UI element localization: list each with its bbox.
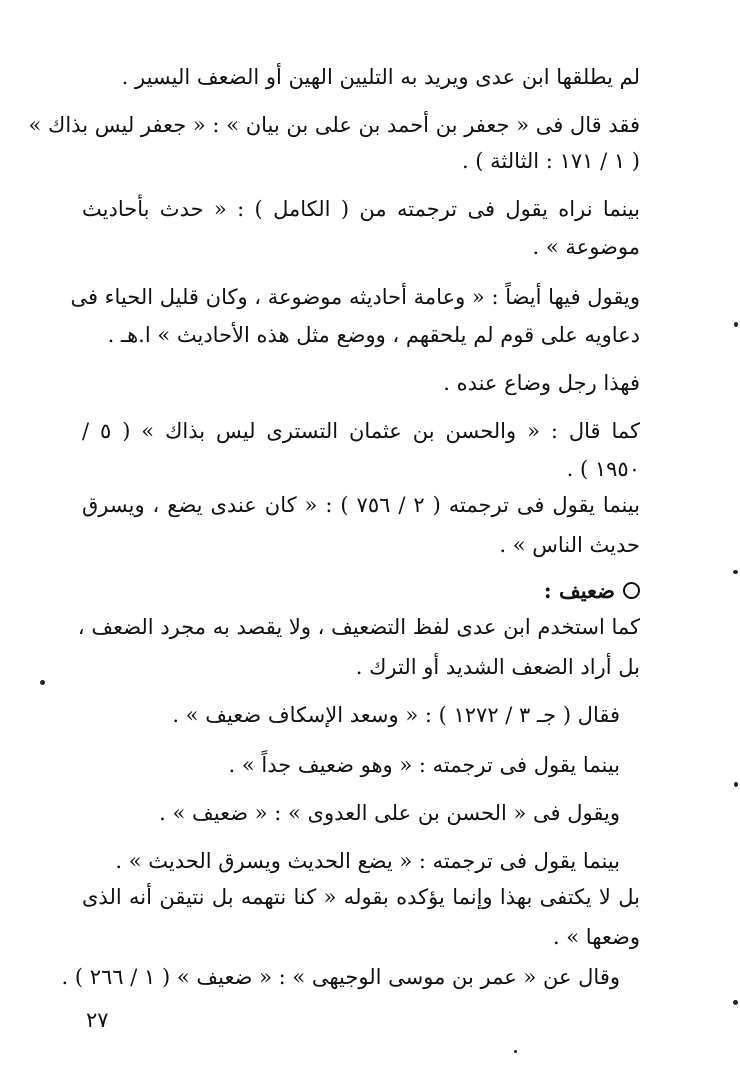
text-line-22: وقال عن « عمر بن موسى الوجيهى » : « ضعيف » ( ١ / ٢٦٦ ) . — [61, 965, 620, 989]
text-line-3: ( ١ / ١٧١ : الثالثة ) . — [461, 149, 640, 173]
scan-speck — [40, 680, 45, 685]
text-line-21: وضعها » . — [552, 925, 640, 949]
scan-speck — [734, 322, 738, 327]
text-line-12: حديث الناس » . — [499, 533, 640, 557]
page-number: ٢٧ — [86, 1008, 109, 1032]
scan-speck — [514, 1050, 517, 1053]
text-line-18: ويقول فى « الحسن بن على العدوى » : « ضعيف » . — [159, 801, 620, 825]
text-line-11: بينما يقول فى ترجمته ( ٢ / ٧٥٦ ) : « كان عندى يضع ، ويسرق — [82, 493, 640, 517]
text-line-6: ويقول فيها أيضاً : « وعامة أحاديثه موضوعة ، وكان قليل الحياء فى — [70, 285, 640, 309]
text-line-9: كما قال : « والحسن بن عثمان التسترى ليس بذاك » ( ٥ / — [82, 419, 640, 443]
text-line-17: بينما يقول فى ترجمته : « وهو ضعيف جداً » . — [228, 753, 620, 777]
text-line-20: بل لا يكتفى بهذا وإنما يؤكده بقوله « كنا نتهمه بل نتيقن أنه الذى — [82, 885, 640, 909]
text-line-5: موضوعة » . — [532, 235, 640, 259]
text-line-4: بينما نراه يقول فى ترجمته من ( الكامل ) : « حدث بأحاديث — [82, 197, 640, 221]
text-line-7: دعاويه على قوم لم يلحقهم ، ووضع مثل هذه الأحاديث » ا.هـ . — [107, 323, 640, 347]
text-line-10: ١٩٥٠ ) . — [566, 457, 640, 481]
scan-speck — [733, 570, 738, 574]
section-heading-text: ضعيف : — [543, 578, 615, 603]
circle-bullet-icon — [623, 582, 640, 599]
text-line-1: لم يطلقها ابن عدى ويريد به التليين الهين أو الضعف اليسير . — [121, 65, 640, 89]
scan-speck — [733, 1000, 738, 1005]
text-line-16: فقال ( جـ ٣ / ١٢٧٢ ) : « وسعد الإسكاف ضعيف » . — [172, 703, 620, 727]
text-line-14: كما استخدم ابن عدى لفظ التضعيف ، ولا يقصد به مجرد الضعف ، — [77, 615, 640, 639]
text-line-8: فهذا رجل وضاع عنده . — [443, 371, 640, 395]
section-heading — [544, 576, 640, 606]
text-line-15: بل أراد الضعف الشديد أو الترك . — [355, 655, 640, 679]
scan-speck — [734, 782, 738, 787]
text-line-19: بينما يقول فى ترجمته : « يضع الحديث ويسرق الحديث » . — [115, 849, 620, 873]
text-line-2: فقد قال فى « جعفر بن أحمد بن على بن بيان » : « جعفر ليس بذاك » — [28, 113, 640, 137]
